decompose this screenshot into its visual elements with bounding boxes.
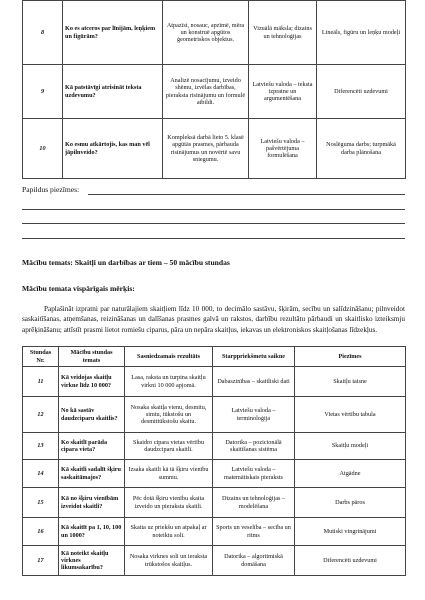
table-row [23,65,406,119]
lesson-links: Latviešu valoda – terminoloģija [213,397,295,433]
notes-line [88,194,405,195]
lesson-topic: Kā patstāvīgi atrisināt teksta uzdevumu? [63,65,163,119]
topic-heading: Mācību temats: Skaitļi un darbības ar tiem – 50 mācību stundas [22,258,230,267]
col-header-topic: Mācību stundas temats [59,347,125,367]
col-header-number: Stundas Nr. [23,347,59,367]
lesson-notes: Atgādne [295,460,406,488]
lesson-result: Analizē nosacījumu, izveido shēmu, izvēlas darbības, pieraksta risinājumu un formulē atbildi. [163,65,249,119]
lesson-notes: Vietas vērtību tabula [295,397,406,433]
table-header-row [23,347,406,367]
table-row [23,460,406,488]
table-row [23,518,406,546]
notes-line [22,209,405,210]
lesson-topic: Ko es atceros par līnijām, leņķiem un figūrām? [63,1,163,65]
previous-lessons-table [22,0,406,179]
table-row [23,546,406,576]
goal-text: Paplašināt izpratni par naturālajiem skaitļiem līdz 10 000, to decimālo sastāvu, šķirām, secību un salīdzināšanu; pilnveidot saskaitīšanas, atņemšanas, reizināšanas un dalīšanas prasmes galvā un rakstos, darbību rezultātu pārbaudi un skaitlisko izteiksmju aprēķināšanu; attīstīt prasmi lietot romiešu ciparus, pāra un nepāra skaitļus, iekavas un elektroniskos skaitļošanas līdzekļus. [22,305,405,334]
lesson-number: 9 [23,65,63,119]
lesson-topic: Kā veidojas skaitļu virkne līdz 10 000? [59,367,125,397]
lesson-result: Kompleksā darbā lieto 5. klasē apgūtās prasmes, pārbauda risinājumus un novērtē savu sniegumu. [163,119,249,179]
lesson-number: 13 [23,433,59,460]
col-header-links: Starppriekšmetu saikne [213,347,295,367]
lesson-result: Skaita uz priekšu un atpakaļ ar noteiktu soli. [125,518,213,546]
lesson-notes: Diferencēti uzdevumi [295,546,406,576]
notes-line [22,223,405,224]
lesson-links: Sports un veselība – secība un ritms [213,518,295,546]
lesson-topic: Kā no šķiru vienībām izveidot skaitli? [59,488,125,518]
lesson-links: Latviešu valoda – matemātiskais pieraksts [213,460,295,488]
lesson-number: 10 [23,119,63,179]
lesson-links: Latviešu valoda – pašvērtējuma formulēšana [249,119,317,179]
table-row [23,119,406,179]
table-row [23,488,406,518]
lesson-topic: Ko esmu atkārtojis, kas man vēl jāpilnveido? [63,119,163,179]
lesson-result: Atpazīst, nosauc, apzīmē, mēra un konstruē apgūtos ģeometriskos objektus. [163,1,249,65]
lesson-number: 16 [23,518,59,546]
lesson-links: Latviešu valoda – teksta izpratne un argumentēšana [249,65,317,119]
lesson-result: Nosaka virknes soli un ieraksta trūkstošos skaitļus. [125,546,213,576]
lesson-links: Dabaszinības – skaitliski dati [213,367,295,397]
lesson-notes: Diferencēti uzdevumi [317,65,406,119]
lesson-topic: Kā noteikt skaitļu virknes likumsakarību? [59,546,125,576]
lesson-topic: No kā sastāv daudzciparu skaitlis? [59,397,125,433]
lesson-notes: Skaitļu taisne [295,367,406,397]
lesson-result: Pēc dotā šķiru vienību skaita izveido un pieraksta skaitli. [125,488,213,518]
lesson-links: Vizuālā māksla; dizains un tehnoloģijas [249,1,317,65]
lesson-notes: Lineāls, figūru un leņķu modeļi [317,1,406,65]
lesson-number: 8 [23,1,63,65]
goal-heading: Mācību temata vispārīgais mērķis: [22,284,135,293]
lesson-topic: Ko skaitlī parāda cipara vieta? [59,433,125,460]
notes-line [22,238,405,239]
col-header-notes: Piezīmes [295,347,406,367]
lesson-result: Izsaka skaitli kā tā šķiru vienību summu. [125,460,213,488]
col-header-result: Sasniedzamais rezultāts [125,347,213,367]
lesson-topic: Kā skaitīt pa 1, 10, 100 un 1000? [59,518,125,546]
table-row [23,1,406,65]
lesson-result: Lasa, raksta un turpina skaitļu virkni 10 000 apjomā. [125,367,213,397]
lesson-links: Dizains un tehnoloģijas – modelēšana [213,488,295,518]
lesson-number: 15 [23,488,59,518]
lesson-notes: Darbs pāros [295,488,406,518]
notes-label: Papildus piezīmes: [22,185,80,194]
lesson-number: 17 [23,546,59,576]
lesson-notes: Mutiski vingrinājumi [295,518,406,546]
lesson-number: 11 [23,367,59,397]
lesson-plan-table [22,346,406,576]
lesson-notes: Noslēguma darbs; turpmākā darba plānošana [317,119,406,179]
lesson-topic: Kā skaitli sadalīt šķiru saskaitāmajos? [59,460,125,488]
lesson-result: Skaidro cipara vietas vērtību daudzciparu skaitlī. [125,433,213,460]
lesson-links: Datorika – pozicionālā skaitīšanas sistēma [213,433,295,460]
table-row [23,397,406,433]
table-row [23,367,406,397]
lesson-result: Nosaka skaitļa vienu, desmitu, simtu, tūkstošu un desmittūkstošu skaitu. [125,397,213,433]
lesson-notes: Skaitļu modeļi [295,433,406,460]
table-row [23,433,406,460]
lesson-links: Datorika – algoritmiskā domāšana [213,546,295,576]
lesson-number: 12 [23,397,59,433]
lesson-number: 14 [23,460,59,488]
